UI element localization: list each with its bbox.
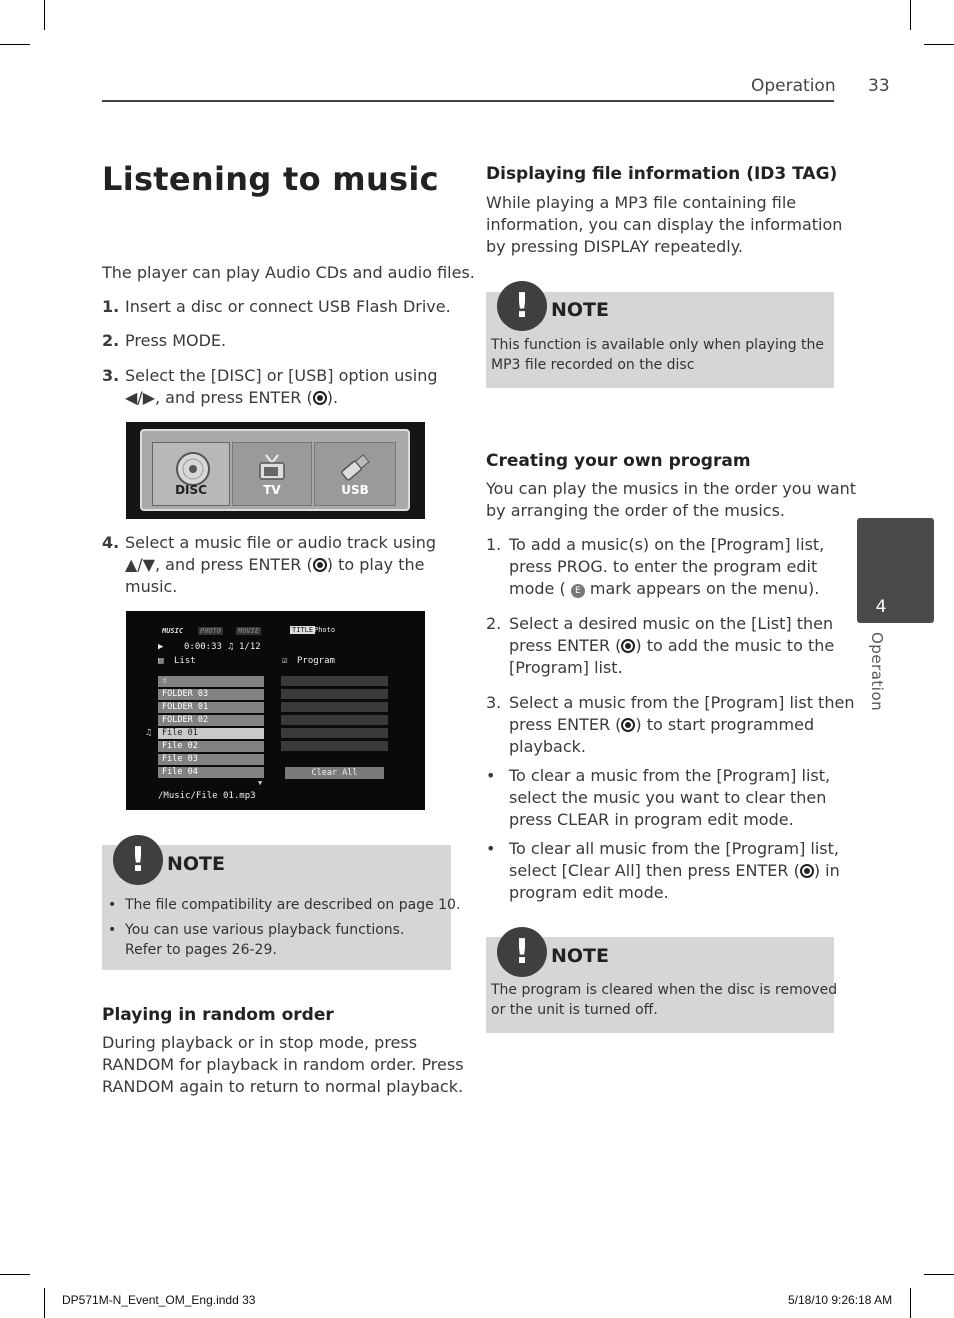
program-slot bbox=[281, 702, 388, 712]
id3-text bbox=[486, 192, 842, 258]
track-counter: 1/12 bbox=[239, 642, 261, 652]
note-text: The file compatibility are described on page 10. bbox=[125, 897, 461, 913]
step-text: Select a music file or audio track using bbox=[125, 533, 437, 552]
step-number: 1. bbox=[102, 297, 120, 316]
enter-icon bbox=[313, 558, 327, 572]
list-icon: ▤ bbox=[158, 656, 164, 666]
crop-mark bbox=[0, 1274, 30, 1275]
id3-heading: Displaying file information (ID3 TAG) bbox=[486, 164, 838, 184]
step-text: ▲/▼, and press ENTER ( bbox=[125, 555, 313, 574]
note-icon: ♫ bbox=[228, 642, 234, 652]
tv-icon bbox=[252, 447, 292, 487]
step-number: 3. bbox=[486, 693, 502, 712]
step-text: ). bbox=[326, 388, 339, 407]
note-text: You can use various playback functions. Refer to pages 26-29. bbox=[125, 922, 405, 958]
step-text-line bbox=[125, 554, 436, 576]
enter-icon bbox=[621, 639, 635, 653]
mode-select-screenshot bbox=[126, 422, 425, 519]
crop-mark bbox=[910, 0, 911, 30]
bullet-text: select the music you want to clear then bbox=[509, 788, 827, 807]
step-text: Select the [DISC] or [USB] option using bbox=[125, 366, 438, 385]
step-text-line bbox=[509, 635, 834, 657]
note-bullet: • bbox=[108, 922, 117, 938]
note-label: NOTE bbox=[167, 853, 225, 875]
usb-icon bbox=[335, 447, 375, 487]
step-text: press PROG. to enter the program edit bbox=[509, 557, 818, 576]
note-label: NOTE bbox=[551, 299, 609, 321]
bullet: • bbox=[486, 766, 496, 785]
title-badge: TITLE bbox=[292, 626, 314, 634]
bullet: • bbox=[486, 839, 496, 858]
disc-label: DISC bbox=[175, 483, 207, 497]
bullet-text: To clear all music from the [Program] list, bbox=[509, 839, 839, 858]
random-text bbox=[102, 1032, 464, 1098]
program-heading: Creating your own program bbox=[486, 451, 751, 471]
random-line: RANDOM for playback in random order. Press bbox=[102, 1055, 464, 1074]
exclamation-icon: ! bbox=[497, 927, 547, 977]
title-photo-label: Photo bbox=[314, 626, 336, 634]
page-title: Listening to music bbox=[102, 160, 439, 198]
list-item-highlighted: File 01 bbox=[158, 728, 264, 739]
step-number: 1. bbox=[486, 535, 502, 554]
bullet-text: ) in bbox=[813, 861, 840, 880]
step-text-line bbox=[125, 387, 438, 409]
footer-file: DP571M-N_Event_OM_Eng.indd 33 bbox=[62, 1293, 256, 1307]
step-text: To add a music(s) on the [Program] list, bbox=[509, 535, 825, 554]
step-text: ) to start programmed bbox=[635, 715, 815, 734]
step-text: [Program] list. bbox=[509, 658, 623, 677]
program-label: Program bbox=[297, 656, 335, 666]
file-path: /Music/File 01.mp3 bbox=[158, 791, 256, 801]
step-number: 2. bbox=[486, 614, 502, 633]
program-intro bbox=[486, 478, 856, 522]
usb-option bbox=[314, 442, 396, 506]
bullet-text: select [Clear All] then press ENTER ( bbox=[509, 861, 800, 880]
music-tab: MUSIC bbox=[162, 627, 184, 635]
list-item: FOLDER 02 bbox=[158, 715, 264, 726]
step-text: Press MODE. bbox=[125, 331, 227, 350]
step-text: ) to play the bbox=[326, 555, 425, 574]
mode-select-frame bbox=[140, 429, 410, 511]
program-slot bbox=[281, 728, 388, 738]
chapter-name: Operation bbox=[868, 632, 886, 712]
step-text: playback. bbox=[509, 737, 586, 756]
step-text: Select a music from the [Program] list then bbox=[509, 693, 855, 712]
page-number: 33 bbox=[868, 76, 890, 96]
step-number: 3. bbox=[102, 366, 120, 385]
program-slot bbox=[281, 689, 388, 699]
tv-label: TV bbox=[263, 483, 281, 497]
list-item: FOLDER 01 bbox=[158, 702, 264, 713]
enter-icon bbox=[313, 391, 327, 405]
exclamation-icon: ! bbox=[113, 835, 163, 885]
parent-folder-row: ⇧ bbox=[158, 676, 264, 687]
step-text: press ENTER ( bbox=[509, 715, 622, 734]
step-text-line bbox=[509, 578, 824, 600]
note-bullet: • bbox=[108, 897, 117, 913]
list-item: File 02 bbox=[158, 741, 264, 752]
list-item: File 03 bbox=[158, 754, 264, 765]
note-label: NOTE bbox=[551, 945, 609, 967]
id3-line: While playing a MP3 file containing file bbox=[486, 193, 797, 212]
crop-mark bbox=[44, 1288, 45, 1318]
crop-mark bbox=[924, 44, 954, 45]
step-number: 2. bbox=[102, 331, 120, 350]
movie-tab: MOVIE bbox=[238, 627, 260, 635]
id3-line: by pressing DISPLAY repeatedly. bbox=[486, 237, 743, 256]
step-text: press ENTER ( bbox=[509, 636, 622, 655]
random-line: RANDOM again to return to normal playback. bbox=[102, 1077, 464, 1096]
step-text: ) to add the music to the bbox=[635, 636, 835, 655]
checkbox-icon: ☑ bbox=[282, 656, 288, 666]
step-text: Select a desired music on the [List] then bbox=[509, 614, 834, 633]
usb-label: USB bbox=[341, 483, 369, 497]
list-item: File 04 bbox=[158, 767, 264, 778]
random-line: During playback or in stop mode, press bbox=[102, 1033, 418, 1052]
step-text: mark appears on the menu). bbox=[584, 579, 820, 598]
photo-tab: PHOTO bbox=[200, 627, 222, 635]
chapter-number: 4 bbox=[875, 597, 887, 617]
crop-mark bbox=[924, 1274, 954, 1275]
random-heading: Playing in random order bbox=[102, 1005, 334, 1025]
footer-date: 5/18/10 9:26:18 AM bbox=[788, 1293, 893, 1307]
note-line: or the unit is turned off. bbox=[491, 1002, 658, 1018]
enter-icon bbox=[621, 718, 635, 732]
id3-line: information, you can display the information bbox=[486, 215, 843, 234]
music-menu-screenshot bbox=[126, 611, 425, 810]
note-text bbox=[491, 980, 837, 1020]
crop-mark bbox=[0, 44, 30, 45]
bullet-text: To clear a music from the [Program] list, bbox=[509, 766, 831, 785]
chapter-tab bbox=[857, 518, 934, 623]
program-intro-line: by arranging the order of the musics. bbox=[486, 501, 785, 520]
list-label: List bbox=[174, 656, 196, 666]
intro-text: The player can play Audio CDs and audio files. bbox=[102, 263, 475, 282]
edit-mark-icon: E bbox=[571, 584, 585, 598]
now-playing-icon: ♫ bbox=[146, 728, 152, 738]
program-intro-line: You can play the musics in the order you want bbox=[486, 479, 857, 498]
program-slot bbox=[281, 676, 388, 686]
header-rule bbox=[102, 100, 834, 102]
exclamation-icon: ! bbox=[497, 281, 547, 331]
step-number: 4. bbox=[102, 533, 120, 552]
bullet-text: press CLEAR in program edit mode. bbox=[509, 810, 794, 829]
step-text: mode ( bbox=[509, 579, 566, 598]
scroll-down-icon: ▼ bbox=[258, 779, 263, 787]
tv-option bbox=[232, 442, 312, 506]
program-slot bbox=[281, 715, 388, 725]
note-line: The program is cleared when the disc is removed bbox=[491, 982, 838, 998]
note-text bbox=[491, 335, 824, 375]
bullet-text-line bbox=[509, 860, 840, 882]
step-text-line bbox=[509, 714, 854, 736]
note-line: MP3 file recorded on the disc bbox=[491, 357, 695, 373]
header-section: Operation bbox=[751, 76, 836, 96]
step-text: ◀/▶, and press ENTER ( bbox=[125, 388, 313, 407]
step-text: music. bbox=[125, 577, 178, 596]
elapsed-time: 0:00:33 bbox=[184, 642, 222, 652]
program-slot bbox=[281, 741, 388, 751]
crop-mark bbox=[44, 0, 45, 30]
step-text: Insert a disc or connect USB Flash Drive. bbox=[125, 297, 451, 316]
play-icon: ▶ bbox=[158, 642, 164, 652]
note-line: This function is available only when playing the bbox=[491, 337, 825, 353]
enter-icon bbox=[800, 864, 814, 878]
bullet-text: program edit mode. bbox=[509, 883, 669, 902]
disc-option bbox=[152, 442, 230, 506]
crop-mark bbox=[910, 1288, 911, 1318]
clear-all-button: Clear All bbox=[285, 767, 384, 779]
list-item: FOLDER 03 bbox=[158, 689, 264, 700]
